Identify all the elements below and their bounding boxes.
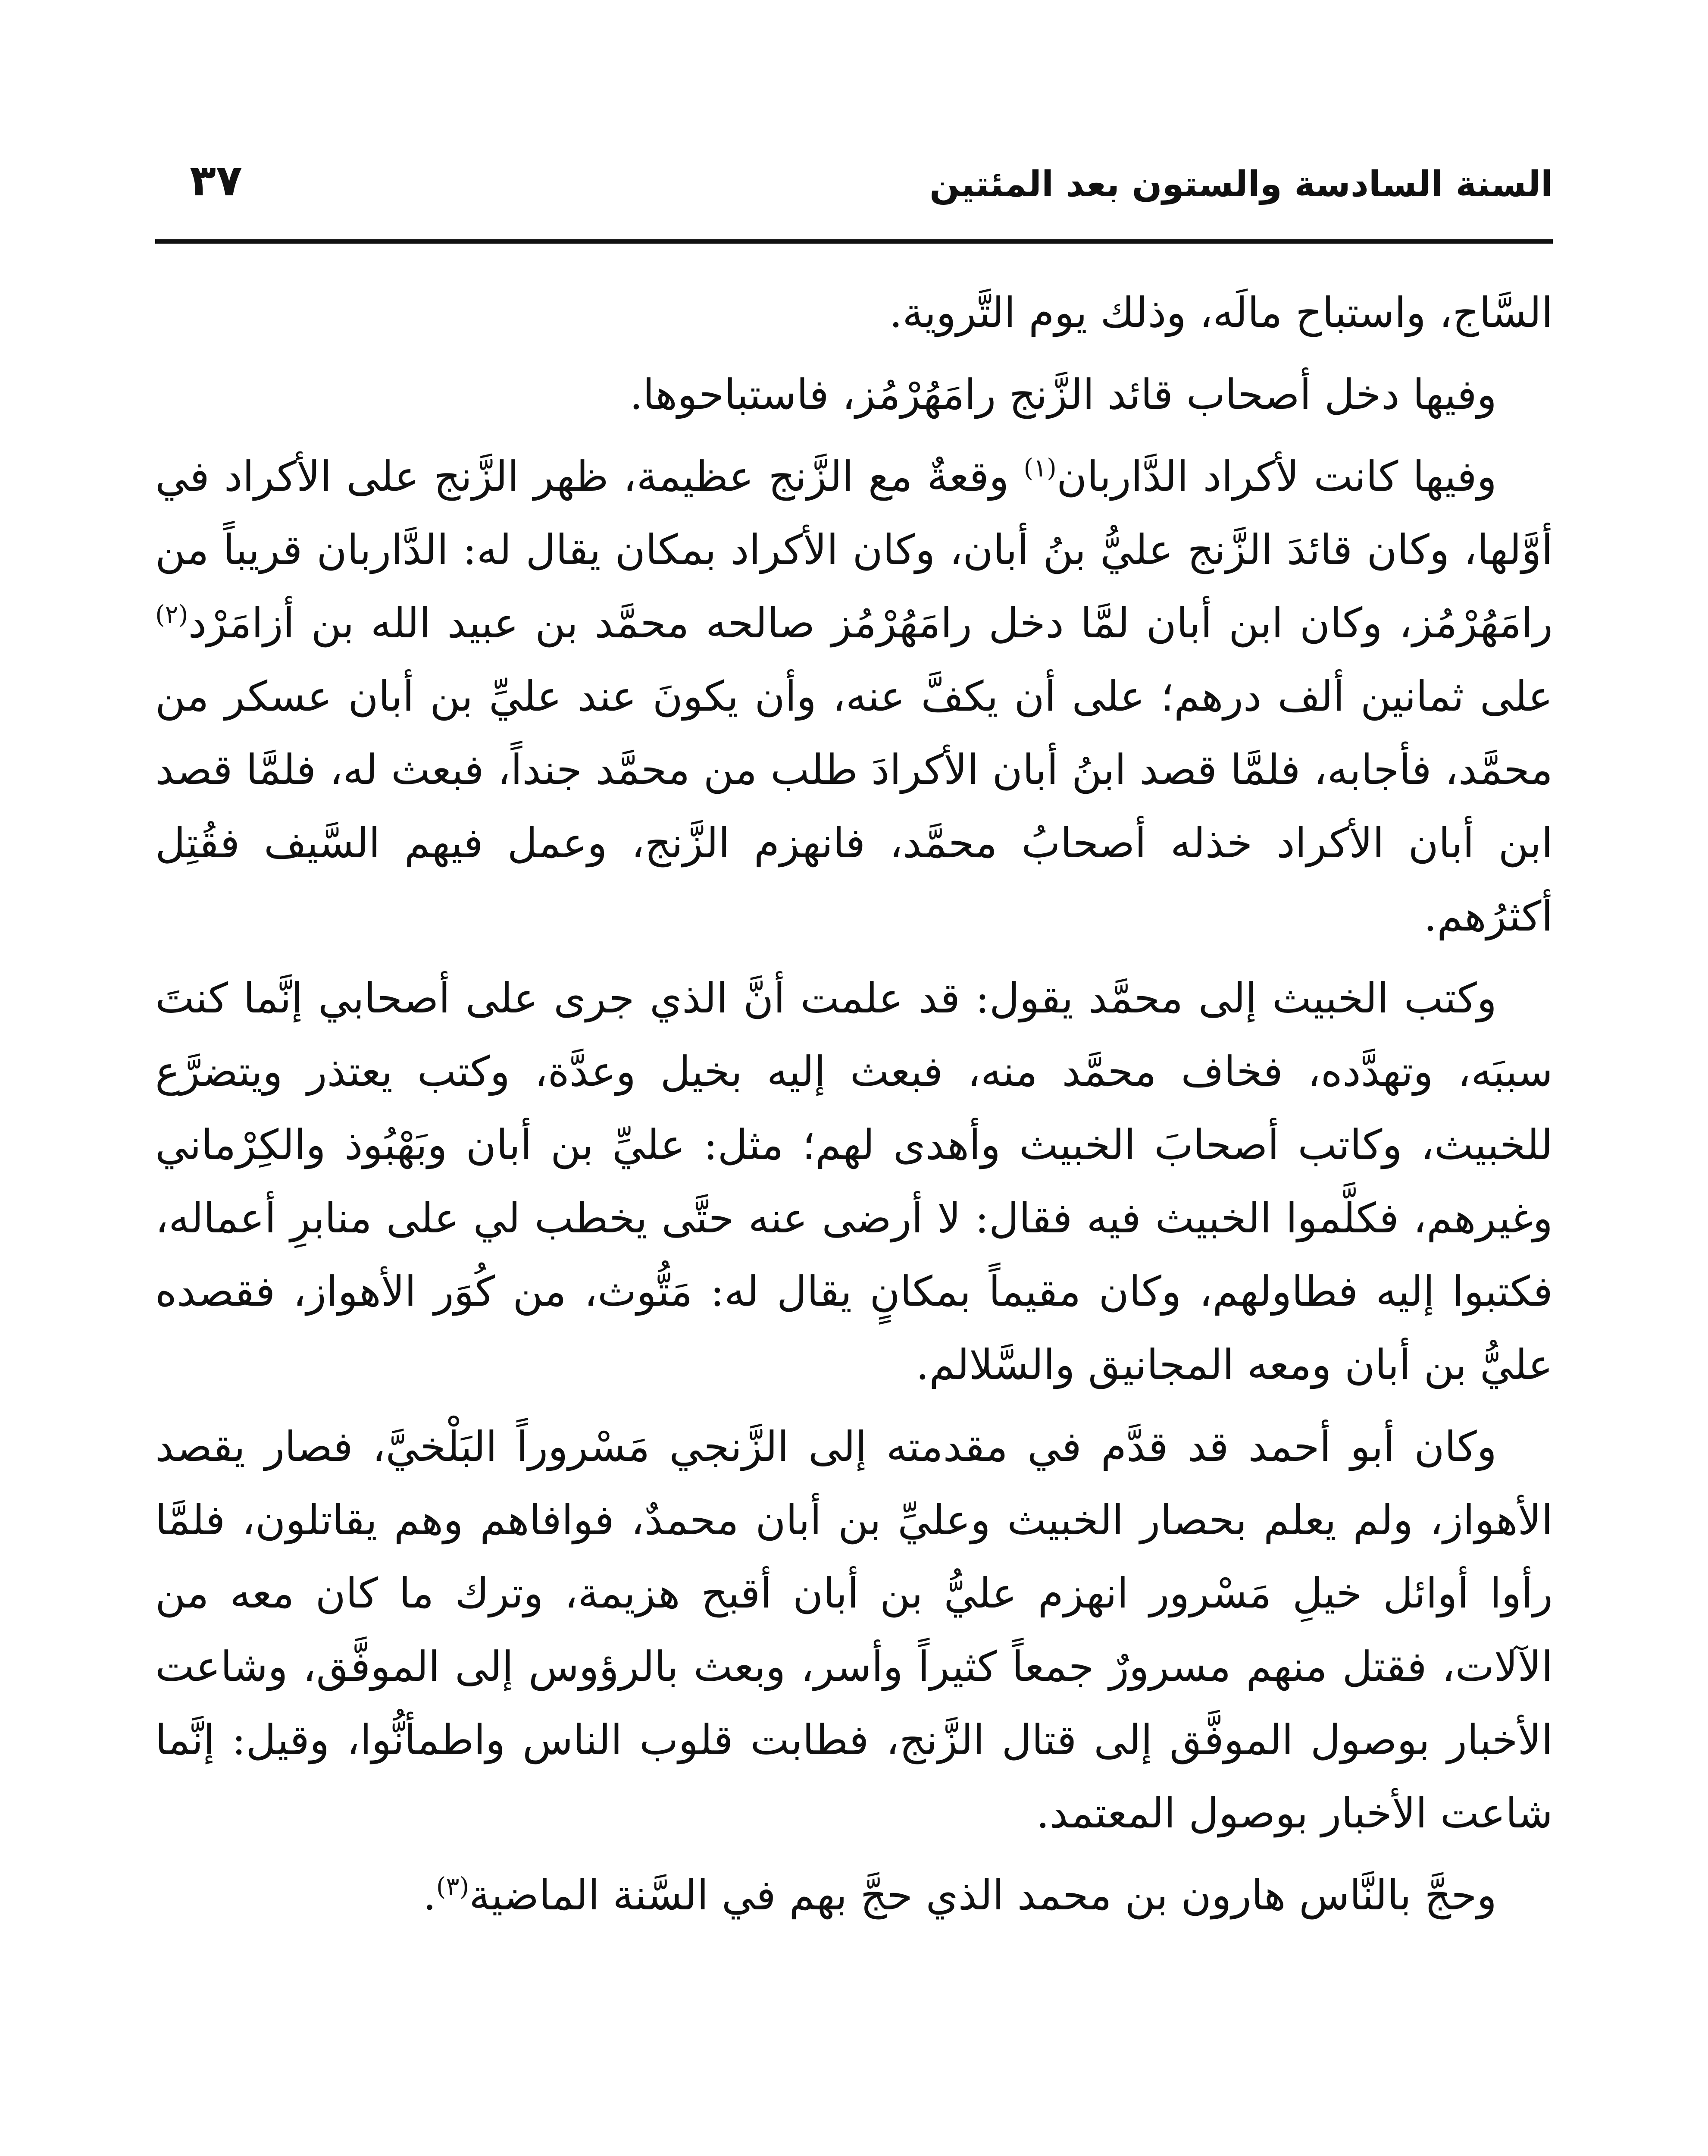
main-text <box>155 276 1553 1940</box>
paragraph <box>155 1858 1553 1932</box>
paragraph <box>155 276 1553 349</box>
running-title: السنة السادسة والستون بعد المئتين <box>929 164 1553 205</box>
page-header <box>155 155 1553 220</box>
paragraph <box>155 440 1553 953</box>
footnote-reference: (٣) <box>436 1872 469 1901</box>
footnote-reference: (١) <box>1023 453 1057 483</box>
paragraph-text: وفيها دخل أصحاب قائد الزَّنج رامَهُرْمُز، فاستباحوها. <box>629 370 1497 419</box>
paragraph-text: وكان أبو أحمد قد قدَّم في مقدمته إلى الزَّنجي مَسْروراً البَلْخيَّ، فصار يقصد الأهواز، ولم يعلم بحصار الخبيث وعليِّ بن أبان محمدٌ، فوافاهم وهم يقاتلون، فلمَّا رأوا أوائل خيلِ مَسْرور انهزم عليُّ بن أبان أقبح هزيمة، وترك ما كان معه من الآلات، فقتل منهم مسرورٌ جمعاً كثيراً وأسر، وبعث بالرؤوس إلى الموفَّق، وشاعت الأخبار بوصول الموفَّق إلى قتال الزَّنج، فطابت قلوب الناس واطمأنُّوا، وقيل: إنَّما شاعت الأخبار بوصول المعتمد. <box>155 1423 1553 1837</box>
header-rule <box>155 239 1553 244</box>
paragraph-text: وفيها كانت لأكراد الدَّاربان <box>1056 452 1497 501</box>
paragraph-text: السَّاج، واستباح مالَه، وذلك يوم التَّروية. <box>889 288 1553 337</box>
paragraph-text: وحجَّ بالنَّاس هارون بن محمد الذي حجَّ بهم في السَّنة الماضية <box>469 1871 1497 1919</box>
paragraph <box>155 358 1553 431</box>
footnote-reference: (٢) <box>155 600 188 629</box>
paragraph-text: على ثمانين ألف درهم؛ على أن يكفَّ عنه، وأن يكونَ عند عليِّ بن أبان عسكر من محمَّد، فأجابه، فلمَّا قصد ابنُ أبان الأكرادَ طلب من محمَّد جنداً، فبعث له، فلمَّا قصد ابن أبان الأكراد خذله أصحابُ محمَّد، فانهزم الزَّنج، وعمل فيهم السَّيف فقُتِل أكثرُهم. <box>155 672 1553 940</box>
paragraph-text: وكتب الخبيث إلى محمَّد يقول: قد علمت أنَّ الذي جرى على أصحابي إنَّما كنتَ سببَه، وتهدَّده، فخاف محمَّد منه، فبعث إليه بخيل وعدَّة، وكتب يعتذر ويتضرَّع للخبيث، وكاتب أصحابَ الخبيث وأهدى لهم؛ مثل: عليِّ بن أبان وبَهْبُوذ والكِرْماني وغيرهم، فكلَّموا الخبيث فيه فقال: لا أرضى عنه حتَّى يخطب لي على منابرِ أعماله، فكتبوا إليه فطاولهم، وكان مقيماً بمكانٍ يقال له: مَتُّوث، من كُوَر الأهواز، فقصده عليُّ بن أبان ومعه المجانيق والسَّلالم. <box>155 974 1553 1389</box>
paragraph-text: وقعةٌ مع الزَّنج عظيمة، ظهر الزَّنج على الأكراد في أوَّلها، وكان قائدَ الزَّنج عليُّ بنُ أبان، وكان الأكراد بمكان يقال له: الدَّاربان قريباً من رامَهُرْمُز، وكان ابن أبان لمَّا دخل رامَهُرْمُز صالحه محمَّد بن عبيد الله بن أزامَرْد <box>155 452 1553 647</box>
page-number: ٣٧ <box>190 155 243 206</box>
paragraph <box>155 1410 1553 1850</box>
paragraph-text: . <box>423 1871 436 1919</box>
paragraph <box>155 962 1553 1401</box>
